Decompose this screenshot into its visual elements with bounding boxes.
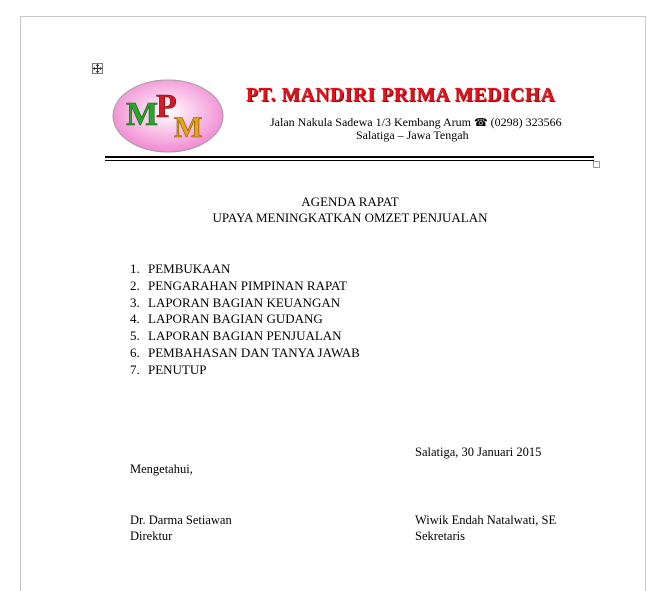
svg-text:M: M xyxy=(126,96,159,133)
agenda-item xyxy=(130,362,360,379)
agenda-item xyxy=(130,328,360,345)
place-date: Salatiga, 30 Januari 2015 xyxy=(415,445,542,459)
company-name: PT. MANDIRI PRIMA MEDICHA xyxy=(246,85,556,106)
agenda-item xyxy=(130,311,360,328)
right-signer-title: Sekretaris xyxy=(415,529,465,543)
agenda-item-label: LAPORAN BAGIAN KEUANGAN xyxy=(148,294,341,310)
agenda-item-number: 2. xyxy=(130,277,140,293)
table-move-handle-icon[interactable] xyxy=(92,63,103,74)
address-line-2: Salatiga – Jawa Tengah xyxy=(356,128,469,142)
document-subtitle: UPAYA MENINGKATKAN OMZET PENJUALAN xyxy=(212,210,488,225)
company-logo xyxy=(112,79,224,153)
agenda-item-number: 7. xyxy=(130,361,140,377)
svg-text:M: M xyxy=(174,111,203,144)
agenda-item xyxy=(130,261,360,278)
left-signer-title: Direktur xyxy=(130,529,173,543)
right-signer-name: Wiwik Endah Natalwati, SE xyxy=(415,513,557,527)
svg-text:P: P xyxy=(156,88,177,125)
left-signer-name: Dr. Darma Setiawan xyxy=(130,513,232,527)
agenda-item-label: LAPORAN BAGIAN GUDANG xyxy=(148,311,323,327)
phone-number: (0298) 323566 xyxy=(490,115,562,129)
agenda-list xyxy=(130,261,360,379)
agenda-item xyxy=(130,345,360,362)
agenda-item xyxy=(130,278,360,295)
letterhead-divider xyxy=(105,156,594,158)
document-title: AGENDA RAPAT xyxy=(301,194,399,209)
agenda-item-label: PEMBAHASAN DAN TANYA JAWAB xyxy=(148,344,360,360)
agenda-item-label: LAPORAN BAGIAN PENJUALAN xyxy=(148,328,342,344)
table-resize-handle[interactable] xyxy=(593,161,600,168)
agenda-item-number: 3. xyxy=(130,294,140,310)
letterhead-divider-thin xyxy=(105,160,594,161)
agenda-item-number: 4. xyxy=(130,311,140,327)
acknowledged-label: Mengetahui, xyxy=(130,462,193,476)
agenda-item xyxy=(130,295,360,312)
agenda-item-number: 6. xyxy=(130,344,140,360)
agenda-item-label: PENGARAHAN PIMPINAN RAPAT xyxy=(148,277,347,293)
agenda-item-label: PEMBUKAAN xyxy=(148,261,231,276)
agenda-item-number: 5. xyxy=(130,328,140,344)
agenda-item-number: 1. xyxy=(130,261,140,276)
agenda-item-label: PENUTUP xyxy=(148,361,207,377)
phone-icon: ☎ xyxy=(473,117,488,129)
street-address: Jalan Nakula Sadewa 1/3 Kembang Arum xyxy=(270,115,471,129)
